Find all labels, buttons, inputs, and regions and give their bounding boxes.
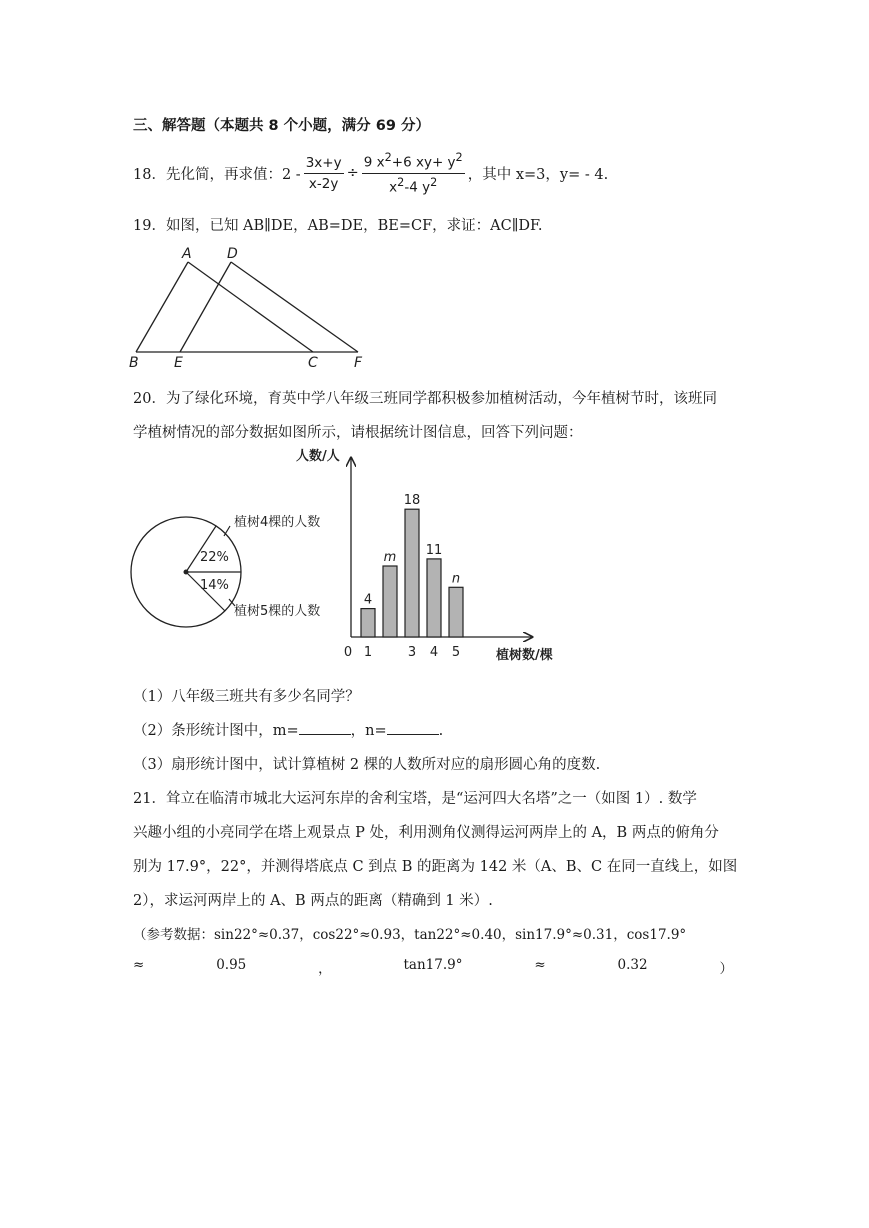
label-a: A <box>182 246 192 262</box>
question-21-line-3: 别为 17.9°，22°，并测得塔底点 C 到点 B 的距离为 142 米（A、B、C 在同一直线上，如图 <box>133 859 738 875</box>
question-21-line-1: 21．耸立在临清市城北大运河东岸的舍利宝塔，是“运河四大名塔”之一（如图 1）. 数学 <box>133 791 697 807</box>
bar-label-5: n <box>451 571 461 587</box>
question-20-sub-1: （1）八年级三班共有多少名同学？ <box>133 689 360 705</box>
q18-frac2-denominator: $x^2-4$ $y^2$ <box>389 175 438 195</box>
q18-divide-sign: ÷ <box>346 165 359 181</box>
bar-2 <box>383 566 397 637</box>
q19-triangle-figure <box>128 244 378 372</box>
question-21-line-4: 2），求运河两岸上的 A、B 两点的距离（精确到 1 米）. <box>133 893 493 909</box>
q18-frac1-numerator: 3x+y <box>304 155 344 174</box>
x-axis-label: 植树数/棵 <box>496 648 553 663</box>
sub2-n-label: ，n= <box>350 723 387 739</box>
bar-label-3: 18 <box>403 493 421 509</box>
x-tick-5: 5 <box>451 645 461 660</box>
section-title: 三、解答题（本题共 8 个小题，满分 69 分） <box>133 118 430 134</box>
question-18 <box>133 148 608 198</box>
bar-3 <box>405 509 419 637</box>
x-tick-4: 4 <box>429 645 439 660</box>
n-answer-blank[interactable] <box>387 722 439 735</box>
sub2-end: . <box>438 723 444 739</box>
question-19-text: 19．如图，已知 AB∥DE，AB=DE，BE=CF，求证：AC∥DF. <box>133 218 543 234</box>
label-b: B <box>129 355 139 371</box>
segment-ab <box>136 262 188 352</box>
x-tick-1: 1 <box>363 645 373 660</box>
question-20-line-2: 学植树情况的部分数据如图所示，请根据统计图信息，回答下列问题： <box>133 425 583 441</box>
sub2-m-label: （2）条形统计图中，m= <box>133 723 299 739</box>
pie-pct-top: 22% <box>200 550 229 565</box>
bar-label-4: 11 <box>425 542 443 558</box>
m-answer-blank[interactable] <box>299 722 351 735</box>
bar-chart <box>290 448 570 668</box>
pie-label-bottom: 植树5棵的人数 <box>234 604 321 619</box>
pie-pct-bottom: 14% <box>200 578 229 593</box>
question-20-sub-2 <box>133 719 443 740</box>
label-c: C <box>308 355 318 371</box>
y-axis-label: 人数/人 <box>296 449 340 464</box>
bar-5 <box>449 587 463 637</box>
q18-prefix: 18．先化简，再求值：2 - <box>133 166 301 183</box>
bar-label-1: 4 <box>363 592 373 608</box>
bar-4 <box>427 559 441 637</box>
x-tick-3: 3 <box>407 645 417 660</box>
bar-1 <box>361 609 375 637</box>
q18-fraction-2 <box>362 151 465 195</box>
question-21-line-2: 兴趣小组的小亮同学在塔上观景点 P 处，利用测角仪测得运河两岸上的 A，B 两点的俯角分 <box>133 825 719 841</box>
bar-label-2: m <box>383 550 397 565</box>
pie-center-dot <box>184 570 189 575</box>
label-f: F <box>354 355 363 371</box>
label-d: D <box>227 246 238 262</box>
q18-suffix: ，其中 x=3，y= - 4. <box>467 166 609 183</box>
q18-fraction-1 <box>304 155 344 192</box>
label-e: E <box>174 355 183 371</box>
segment-de <box>180 262 231 352</box>
question-20-sub-3: （3）扇形统计图中，试计算植树 2 棵的人数所对应的扇形圆心角的度数. <box>133 757 601 773</box>
question-21-reference-2: ≈ 0.95 ， tan17.9° ≈ 0.32 ） <box>133 957 733 977</box>
pie-radius-top <box>186 526 216 572</box>
question-20-line-1: 20．为了绿化环境，育英中学八年级三班同学都积极参加植树活动，今年植树节时，该班同 <box>133 391 717 407</box>
q18-frac2-numerator: 9 $x^2+6$ $xy+ y^2$ <box>362 151 465 174</box>
question-21-reference-1: （参考数据：sin22°≈0.37，cos22°≈0.93，tan22°≈0.40，sin17.9°≈0.31，cos17.9° <box>133 927 687 943</box>
q18-frac1-denominator: x-2y <box>308 175 339 192</box>
pie-label-top: 植树4棵的人数 <box>234 515 321 530</box>
origin-label: 0 <box>343 645 353 660</box>
